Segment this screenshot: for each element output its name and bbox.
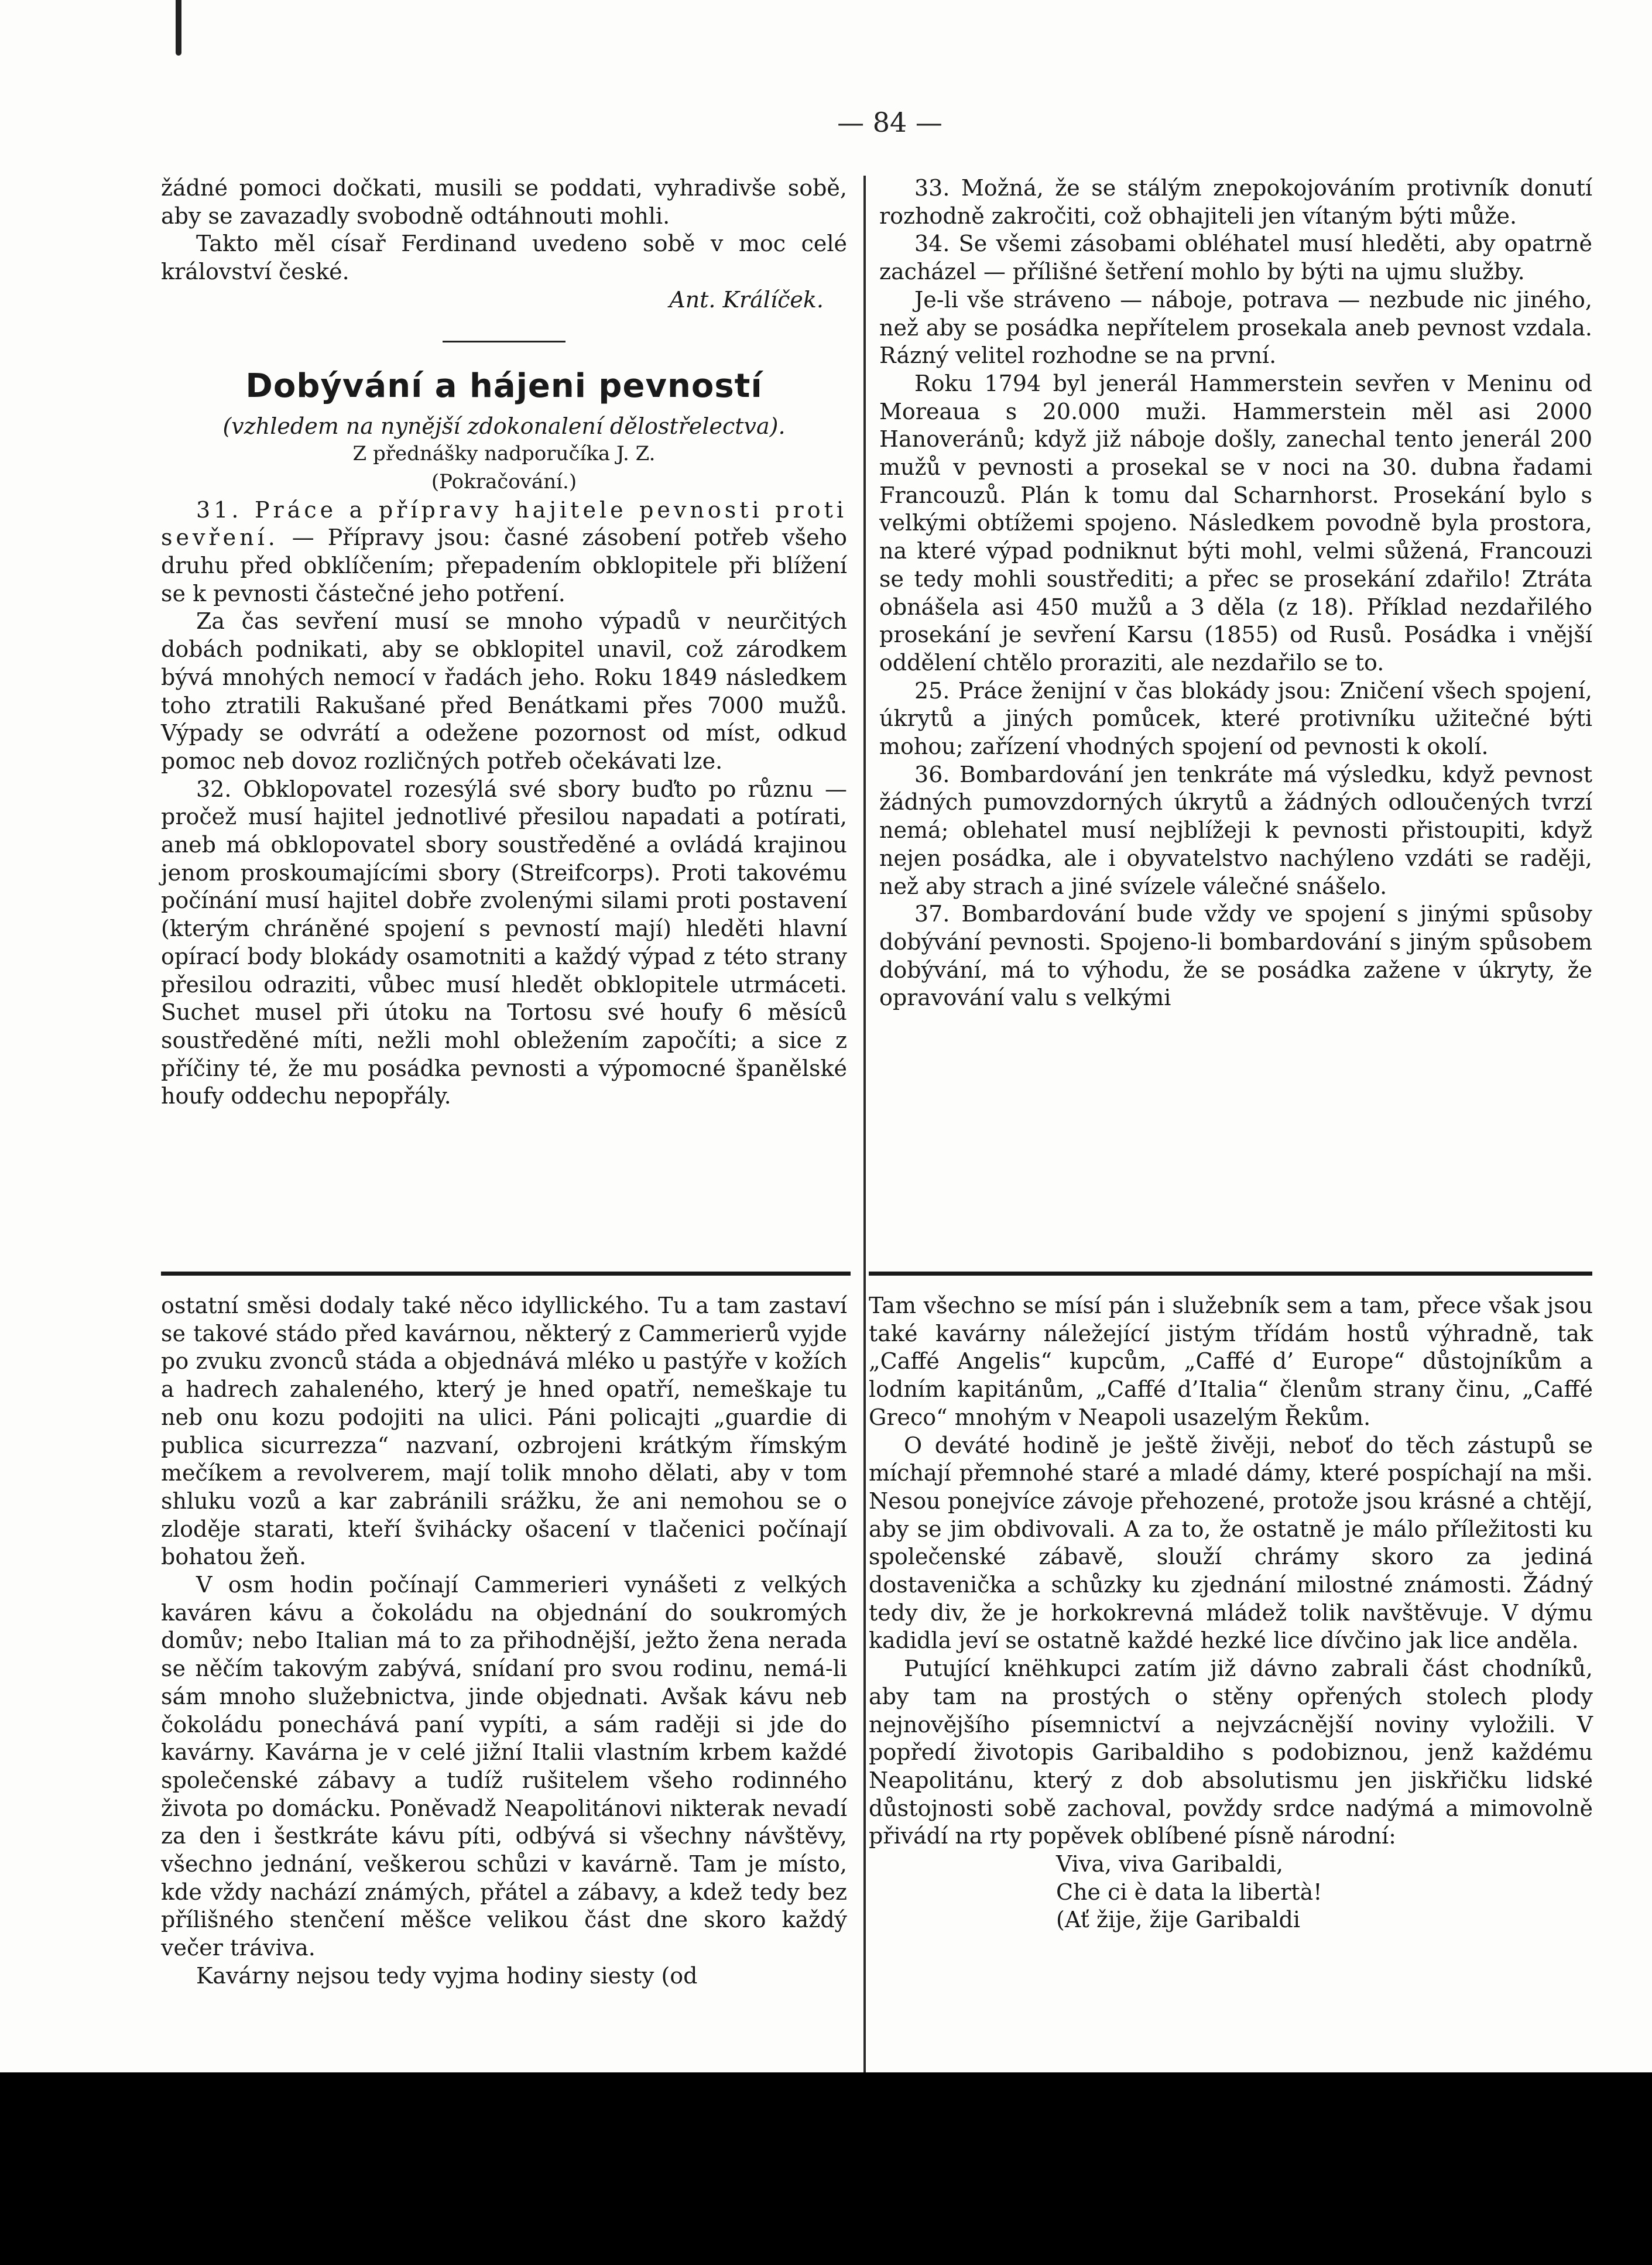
- paragraph: Putující knëhkupci zatím již dávno zabrali část chodníků, aby tam na prostých o stěny opřených stolech plody nejnovějšího písemnictví a nejvzácnější noviny vyložili. V popředí životopis Garibaldiho s podobiznou, jenž každému Neapolitánu, který z dob absolutismu jen jiskřičku lidské důstojnosti sobě zachoval, povždy srdce nadýmá a mimovolně přivádí na rty popěvek oblíbené písně národní:: [869, 1656, 1593, 1849]
- article-column-top-left: [161, 174, 847, 1111]
- section-divider-left: [161, 1272, 851, 1276]
- paragraph: 34. Se všemi zásobami obléhatel musí hleděti, aby opatrně zacházel — přílišné šetření mohlo by býti na ujmu služby.: [879, 231, 1592, 285]
- paragraph: 25. Práce ženijní v čas blokády jsou: Zničení všech spojení, úkrytů a jiných pomůcek, které protivníku užitečné býti mohou; zařízení vhodných spojení od pevnosti k okolí.: [879, 677, 1592, 760]
- section-divider-right: [869, 1272, 1592, 1276]
- verse-line: (Ať žije, žije Garibaldi: [1056, 1907, 1301, 1933]
- continued-note: (Pokračování.): [431, 470, 577, 494]
- paragraph: 33. Možná, že se stálým znepokojováním protivník donutí rozhodně zakročiti, což obhajiteli jen vítaným býti může.: [879, 175, 1592, 229]
- author-signature: Ant. Králíček.: [669, 286, 824, 313]
- separator-rule: [443, 341, 565, 342]
- paragraph: 36. Bombardování jen tenkráte má výsledku, když pevnost žádných pumovzdorných úkrytů a žádných odloučených tvrzí nemá; oblehatel musí nejblížeji k pevnosti přistoupiti, když nejen posádka, ale i obyvatelstvo nachýleno vzdáti se raději, než aby strach a jiné svízele válečné snášelo.: [879, 761, 1592, 899]
- paragraph: 37. Bombardování bude vždy ve spojení s jinými spůsoby dobývání pevnosti. Spojeno-li bombardování s jiným spůsobem dobývání, má to výhodu, že se posádka zažene v úkryty, že opravování valu s velkými: [879, 901, 1592, 1011]
- paragraph: Je-li vše stráveno — náboje, potrava — nezbude nic jiného, než aby se posádka nepřítelem prosekala aneb pevnost vzdala. Rázný velitel rozhodne se na první.: [879, 286, 1592, 369]
- verse-line: Che ci è data la libertà!: [1056, 1879, 1322, 1905]
- article-source: Z přednášky nadporučíka J. Z.: [352, 442, 656, 466]
- paragraph: [161, 496, 847, 608]
- closing-text: Takto měl císař Ferdinand uvedeno sobě v moc celé království české.: [161, 231, 847, 285]
- scan-artifact: [176, 0, 181, 56]
- column-divider: [863, 176, 866, 2072]
- feuilleton-column-left: [161, 1292, 847, 1990]
- section-heading: 31. Práce a přípravy hajitele pevnosti proti sevření.: [161, 496, 847, 551]
- paragraph: V osm hodin počínají Cammerieri vynášeti z velkých kaváren kávu a čokoládu na objednání do soukromých domův; nebo Italian má to za přihodnější, ježto žena nerada se něčím takovým zabývá, snídaní pro svou rodinu, nemá-li sám mnoho služebnictva, jinde objednati. Avšak kávu neb čokoládu ponechává paní vypíti, a sám raději si jde do kavárny. Kavárna je v celé jižní Italii vlastním krbem každé společenské zábavy a tudíž rušitelem všeho rodinného života po domácku. Poněvadž Neapolitánovi nikterak nevadí za den i šestkráte kávu píti, odbývá si všechny návštěvy, všechno jednání, veškerou schůzi v kavárně. Tam je místo, kde vždy nachází známých, přátel a zábavy, a kdež tedy bez přílišného stenčení měšce velikou část dne skoro každý večer tráviva.: [161, 1572, 847, 1961]
- verse-line: Viva, viva Garibaldi,: [1056, 1851, 1284, 1877]
- paragraph: ostatní směsi dodaly také něco idyllického. Tu a tam zastaví se takové stádo před kavárnou, některý z Cammerierů vyjde po zvuku zvonců stáda a objednává mléko u pastýře v kožích a hadrech zahaleného, který je hned opatří, nemeškaje tu neb onu kozu podojiti na ulici. Páni policajti „guardie di publica sicurrezza“ nazvaní, ozbrojeni krátkým římským mečíkem a revolverem, mají tolik mnoho dělati, aby v tom shluku vozů a kar zabránili srážku, že ani nemohou se o zloděje starati, kteří švihácky ošacení v tlačenici počínají bohatou žeň.: [161, 1293, 847, 1570]
- feuilleton-column-right: [869, 1292, 1593, 1934]
- paragraph: Roku 1794 byl jenerál Hammerstein sevřen v Meninu od Moreaua s 20.000 muži. Hammerstein měl asi 2000 Hanoveránů; když již náboje došly, zanechal tento jenerál 200 mužů v pevnosti a prosekal se v noci na 30. dubna řadami Francouzů. Plán k tomu dal Scharnhorst. Prosekání bylo s velkými obtížemi spojeno. Následkem povodně byla prostora, na které výpad podniknut býti mohl, velmi sůžená, Francouzi se tedy mohli soustřediti; a přec se prosekání zdařilo! Ztráta obnášela asi 450 mužů a 3 děla (z 18). Příklad nezdařilého prosekání je sevření Karsu (1855) od Rusů. Posádka i vnější oddělení chtělo proraziti, ale nezdařilo se to.: [879, 370, 1592, 676]
- article-subtitle: (vzhledem na nynější zdokonalení dělostřelectva).: [222, 413, 786, 439]
- paragraph: žádné pomoci dočkati, musili se poddati, vyhradivše sobě, aby se zavazadly svobodně odtáhnouti mohli.: [161, 175, 847, 229]
- page-number: — 84 —: [837, 107, 942, 138]
- paragraph: Kavárny nejsou tedy vyjma hodiny siesty (od: [196, 1962, 698, 1989]
- paragraph: Za čas sevření musí se mnoho výpadů v neurčitých dobách podnikati, aby se obklopitel unavil, což zárodkem bývá mnohých nemocí v řadách jeho. Roku 1849 následkem toho ztratili Rakušané před Benátkami přes 7000 mužů. Výpady se odvrátí a odežene pozornost od míst, odkud pomoc neb dovoz rozličných potřeb očekávati lze.: [161, 608, 847, 774]
- article-column-top-right: [879, 174, 1592, 1012]
- paragraph: O deváté hodině je ještě živěji, neboť do těch zástupů se míchají přemnohé staré a mladé dámy, které pospíchají na mši. Nesou ponejvíce závoje přehozené, protože jsou krásné a chtějí, aby se jim obdivovali. A za to, že ostatně je málo příležitosti ku společenské zábavě, slouží chrámy skoro za jediná dostavenička a schůzky ku zjednání milostné známosti. Žádný tedy div, že je horkokrevná mládež tolik navštěvuje. V dýmu kadidla jeví se ostatně každé hezké lice dívčino jak lice anděla.: [869, 1432, 1593, 1654]
- scan-bottom-margin: [0, 2072, 1652, 2265]
- article-headline: Dobývání a hájeni pevností: [245, 366, 763, 405]
- paragraph: 32. Obklopovatel rozesýlá své sbory buďto po různu — pročež musí hajitel jednotlivé přesilou napadati a potírati, aneb má obklopovatel sbory soustředěné a ovládá krajinou jenom proskoumajícími sbory (Streifcorps). Proti takovému počínání musí hajitel dobře zvolenými silami proti postavení (kterým chráněné spojení s pevností mají) hleděti hlavní opírací body blokády osamotniti a každý výpad z této strany přesilou odraziti, vůbec musí hledět obklopitele utrmáceti. Suchet musel při útoku na Tortosu své houfy 6 měsíců soustředěné míti, nežli mohl obležením započíti; a sice z příčiny té, že mu posádka pevnosti a výpomocné španělské houfy oddechu nepopřály.: [161, 776, 847, 1109]
- paragraph: Tam všechno se mísí pán i služebník sem a tam, přece však jsou také kavárny náležející jistým třídám hostů výhradně, tak „Caffé Angelis“ kupcům, „Caffé d’ Europe“ důstojníkům a lodním kapitánům, „Caffé d’Italia“ členům strany činu, „Caffé Greco“ mnohým v Neapoli usazelým Řekům.: [869, 1293, 1593, 1430]
- section-text: — Přípravy jsou: časné zásobení potřeb všeho druhu před obklíčením; přepadením obklopitele při blížení se k pevnosti částečné jeho potření.: [161, 525, 847, 606]
- paragraph: [161, 230, 847, 314]
